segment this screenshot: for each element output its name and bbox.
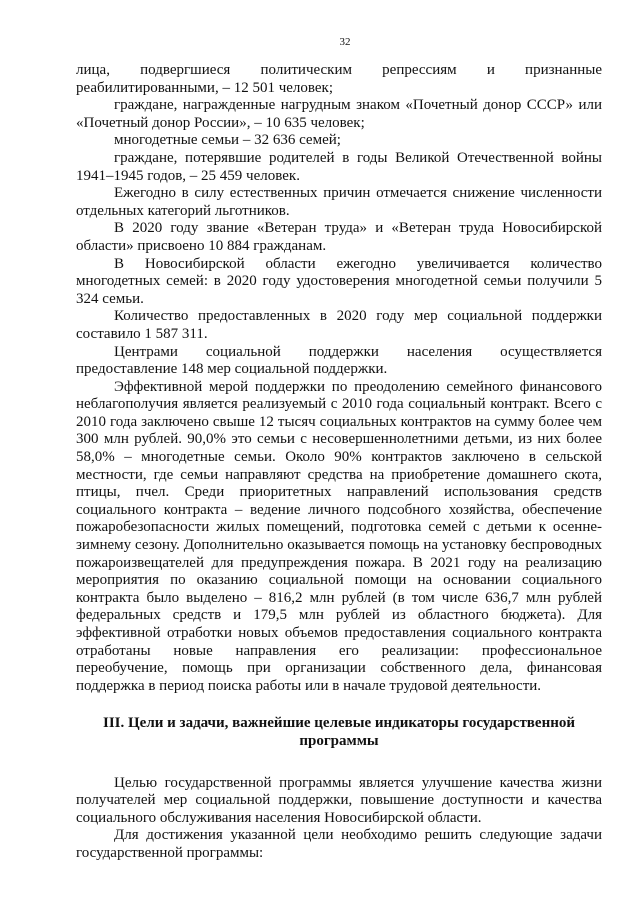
paragraph: Для достижения указанной цели необходимо решить следующие задачи государственной программы: (76, 827, 602, 861)
paragraph: В Новосибирской области ежегодно увеличивается количество многодетных семей: в 2020 году удостоверения многодетной семьи получили 5 324 семьи. (76, 255, 602, 307)
paragraph: Целью государственной программы является улучшение качества жизни получателей мер социальной поддержки, повышение доступности и качества социального обслуживания населения Новосибирской области. (76, 774, 602, 826)
paragraph: лица, подвергшиеся политическим репрессиям и признанные реабилитированными, – 12 501 человек; (76, 62, 602, 96)
body-text-after (76, 775, 602, 863)
paragraph: Центрами социальной поддержки населения осуществляется предоставление 148 мер социальной поддержки. (76, 343, 602, 378)
paragraph: граждане, потерявшие родителей в годы Великой Отечественной войны 1941–1945 годов, – 25 459 человек. (76, 149, 602, 184)
paragraph: В 2020 году звание «Ветеран труда» и «Ветеран труда Новосибирской области» присвоено 10 884 гражданам. (76, 220, 602, 254)
paragraph: многодетные семьи – 32 636 семей; (114, 132, 341, 149)
section-heading: III. Цели и задачи, важнейшие целевые индикаторы государственной программы (103, 715, 575, 749)
body-text-before (76, 62, 602, 695)
paragraph: Эффективной мерой поддержки по преодолению семейного финансового неблагополучия является реализуемый с 2010 года социальный контракт. Всего с 2010 года заключено свыше 12 тысяч социальных контрактов на сумму более чем 300 млн рублей. 90,0% это семьи с несовершеннолетними детьми, из них более 58,0% – многодетные семьи. Около 90% контрактов заключено в сельской местности, где семьи направляют средства на приобретение домашнего скота, птицы, пчел. Среди приоритетных направлений использования средств социального контракта – ведение личного подсобного хозяйства, обеспечение пожаробезопасности жилых помещений, подготовка семей с детьми к осенне-зимнему сезону. Дополнительно оказывается помощь на установку беспроводных пожароизвещателей для предупреждения пожара. В 2021 году на реализацию мероприятия по оказанию социальной помощи на основании социального контракта было выделено – 816,2 млн рублей (в том числе 636,7 млн рублей федеральных средств и 179,5 млн рублей из областного бюджета). Для эффективной отработки новых объемов предоставления социального контракта отработаны новые направления его реализации: профессиональное переобучение, помощь при организации собственного дела, финансовая поддержка в период поиска работы или в начале трудовой деятельности. (76, 378, 602, 694)
paragraph: граждане, награжденные нагрудным знаком «Почетный донор СССР» или «Почетный донор России», – 10 635 человек; (76, 97, 602, 131)
paragraph: Ежегодно в силу естественных причин отмечается снижение численности отдельных категорий льготников. (76, 185, 602, 219)
paragraph: Количество предоставленных в 2020 году мер социальной поддержки составило 1 587 311. (76, 308, 602, 342)
page-number: 32 (339, 36, 351, 48)
